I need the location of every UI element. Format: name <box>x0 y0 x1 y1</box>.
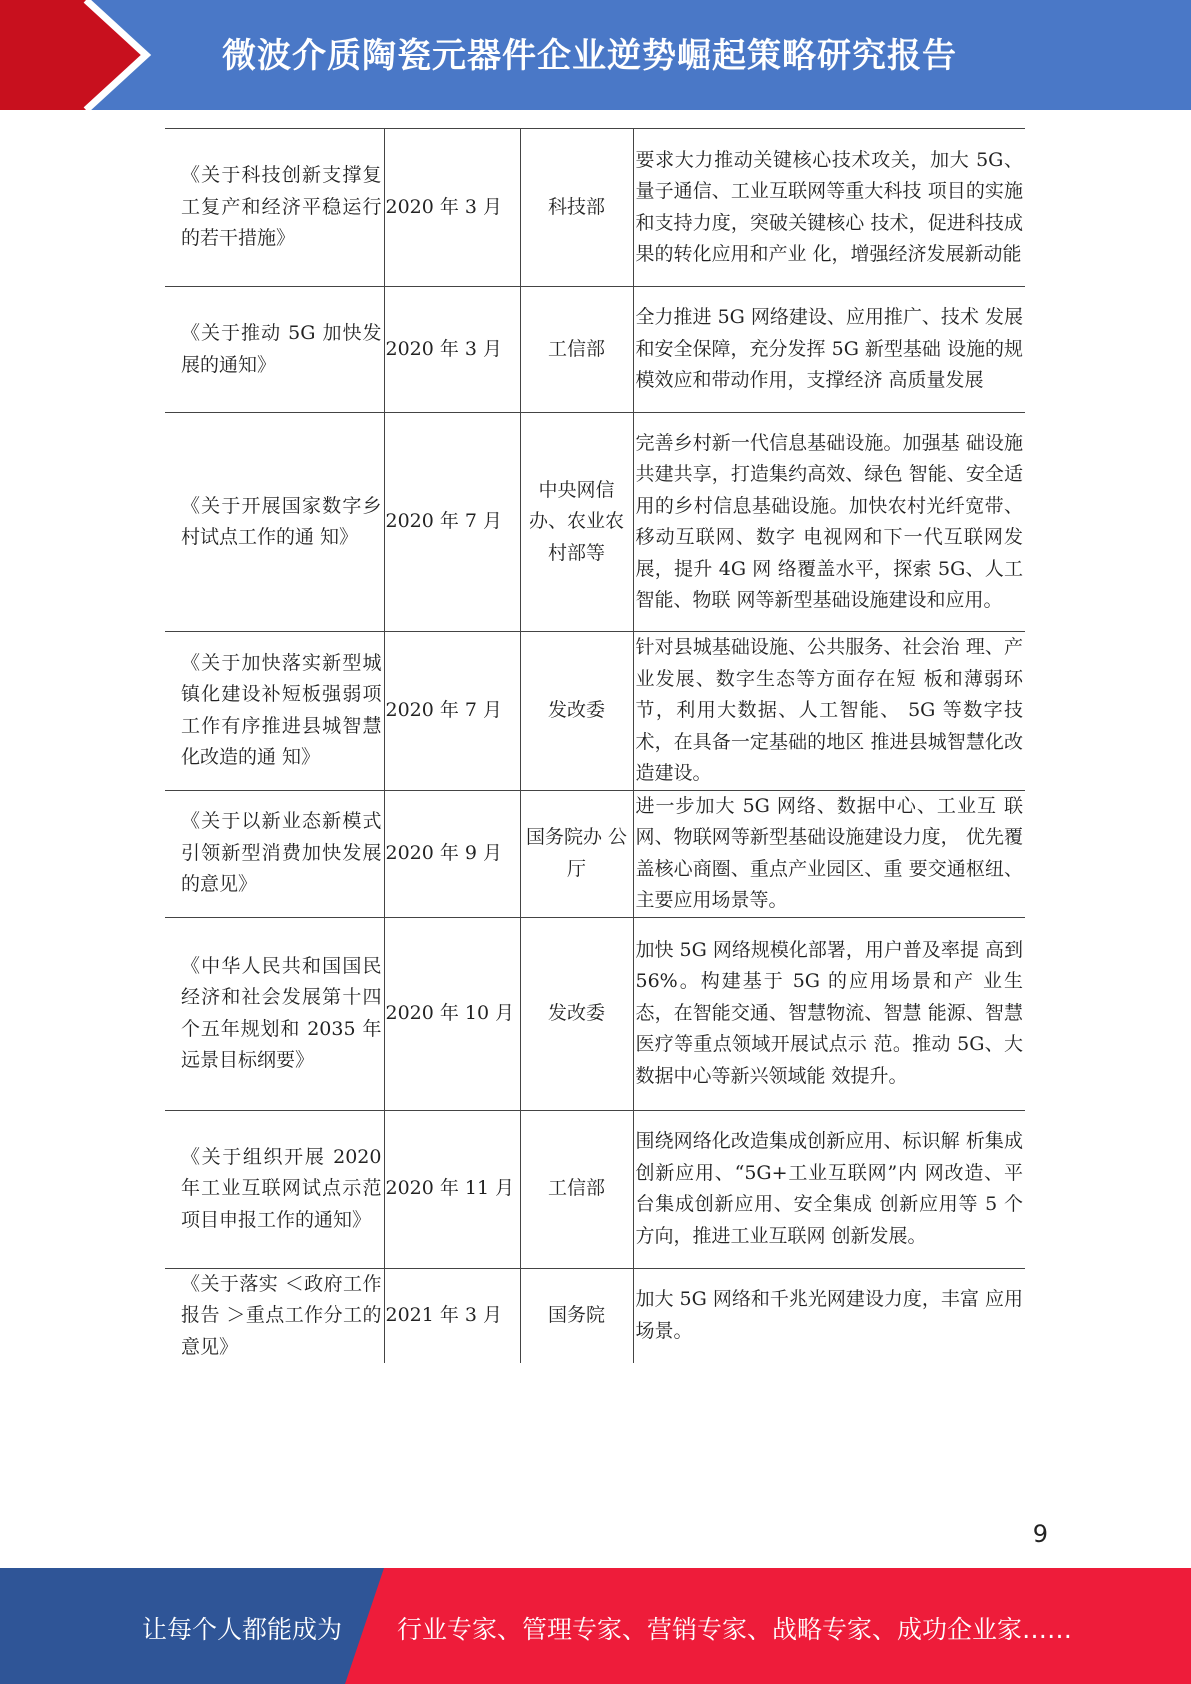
policy-name: 《关于推动 5G 加快发展的通知》 <box>165 287 384 413</box>
policy-table <box>165 128 1025 1363</box>
policy-department: 发改委 <box>520 632 633 791</box>
table-row <box>165 413 1025 632</box>
page-number: 9 <box>1032 1520 1048 1548</box>
policy-name: 《关于以新业态新模式引领新型消费加快发展的意见》 <box>165 790 384 917</box>
policy-name: 《关于开展国家数字乡村试点工作的通 知》 <box>165 413 384 632</box>
policy-name: 《关于落实 ＜政府工作报告 ＞重点工作分工的意见》 <box>165 1268 384 1363</box>
policy-department: 国务院 <box>520 1268 633 1363</box>
policy-date: 2020 年 7 月 <box>384 413 520 632</box>
policy-department: 国务院办 公厅 <box>520 790 633 917</box>
table-row <box>165 1268 1025 1363</box>
page-footer <box>0 1568 1191 1684</box>
policy-content: 完善乡村新一代信息基础设施。加强基 础设施共建共享，打造集约高效、绿色 智能、安全适用的乡村信息基础设施。加快农村光纤宽带、移动互联网、数字 电视网和下一代互联网发展，提升 4G 网 络覆盖水平，探索 5G、人工智能、物联 网等新型基础设施建设和应用。 <box>633 413 1025 632</box>
policy-date: 2020 年 10 月 <box>384 917 520 1110</box>
policy-name: 《关于科技创新支撑复工复产和经济平稳运行的若干措施》 <box>165 129 384 287</box>
policy-name: 《中华人民共和国国民经济和社会发展第十四个五年规划和 2035 年远景目标纲要》 <box>165 917 384 1110</box>
footer-slogan-right: 行业专家、管理专家、营销专家、战略专家、成功企业家…… <box>397 1615 1073 1644</box>
policy-name: 《关于组织开展 2020 年工业互联网试点示范项目申报工作的通知》 <box>165 1110 384 1268</box>
table-row <box>165 287 1025 413</box>
policy-content: 进一步加大 5G 网络、数据中心、工业互 联网、物联网等新型基础设施建设力度， 优先覆盖核心商圈、重点产业园区、重 要交通枢纽、主要应用场景等。 <box>633 790 1025 917</box>
policy-department: 工信部 <box>520 1110 633 1268</box>
footer-slogan-left: 让每个人都能成为 <box>142 1615 343 1644</box>
policy-content: 围绕网络化改造集成创新应用、标识解 析集成创新应用、“5G+工业互联网”内 网改造、平台集成创新应用、安全集成 创新应用等 5 个方向，推进工业互联网 创新发展。 <box>633 1110 1025 1268</box>
policy-date: 2021 年 3 月 <box>384 1268 520 1363</box>
policy-date: 2020 年 9 月 <box>384 790 520 917</box>
report-title: 微波介质陶瓷元器件企业逆势崛起策略研究报告 <box>222 36 957 76</box>
policy-content: 针对县城基础设施、公共服务、社会治 理、产业发展、数字生态等方面存在短 板和薄弱环节，利用大数据、人工智能、 5G 等数字技术，在具备一定基础的地区 推进县城智慧化改造建设。 <box>633 632 1025 791</box>
table-row <box>165 790 1025 917</box>
policy-date: 2020 年 11 月 <box>384 1110 520 1268</box>
policy-content: 全力推进 5G 网络建设、应用推广、技术 发展和安全保障，充分发挥 5G 新型基础 设施的规模效应和带动作用，支撑经济 高质量发展 <box>633 287 1025 413</box>
policy-content: 加大 5G 网络和千兆光网建设力度，丰富 应用场景。 <box>633 1268 1025 1363</box>
policy-department: 工信部 <box>520 287 633 413</box>
table-row <box>165 632 1025 791</box>
table-row <box>165 917 1025 1110</box>
table-row <box>165 129 1025 287</box>
page-header <box>0 0 1191 110</box>
policy-department: 中央网信办、农业农村部等 <box>520 413 633 632</box>
table-row <box>165 1110 1025 1268</box>
policy-name: 《关于加快落实新型城镇化建设补短板强弱项工作有序推进县城智慧化改造的通 知》 <box>165 632 384 791</box>
policy-content: 加快 5G 网络规模化部署，用户普及率提 高到 56%。构建基于 5G 的应用场景和产 业生态，在智能交通、智慧物流、智慧 能源、智慧医疗等重点领域开展试点示 范。推动 5G、大数据中心等新兴领域能 效提升。 <box>633 917 1025 1110</box>
policy-department: 发改委 <box>520 917 633 1110</box>
policy-department: 科技部 <box>520 129 633 287</box>
policy-date: 2020 年 7 月 <box>384 632 520 791</box>
policy-date: 2020 年 3 月 <box>384 287 520 413</box>
policy-date: 2020 年 3 月 <box>384 129 520 287</box>
policy-content: 要求大力推动关键核心技术攻关，加大 5G、量子通信、工业互联网等重大科技 项目的实施和支持力度，突破关键核心 技术，促进科技成果的转化应用和产业 化，增强经济发展新动能 <box>633 129 1025 287</box>
